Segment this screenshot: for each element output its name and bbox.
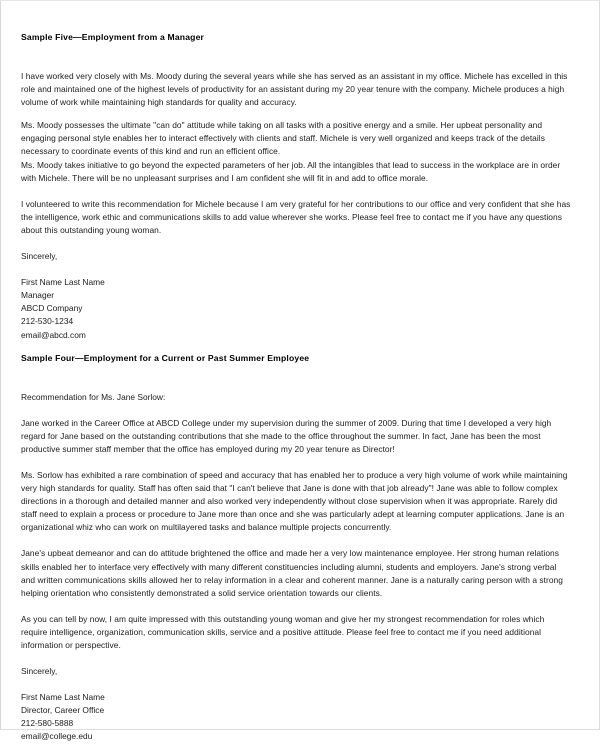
signature-block xyxy=(21,276,571,341)
letter-closing: Sincerely, xyxy=(21,251,58,262)
signature-company: ABCD Company xyxy=(21,303,83,314)
spacer xyxy=(21,534,571,547)
signature-name: First Name Last Name xyxy=(21,277,105,288)
spacer xyxy=(21,365,571,391)
spacer xyxy=(21,44,571,70)
letter-paragraph: Ms. Sorlow has exhibited a rare combination of speed and accuracy that has enabled her to produce a very high volume of work while maintaining very high standards for quality. Staff has often said that "I can't believe that Jane is done with that job already"! Jane was able to follow complex directions in a thorough and detailed manner and also worked very independently without close supervision when it was appropriate. Rarely did staff need to explain a process or procedure to Jane more than once and she was particularly adept at learning computer applications. Jane is an organizational whiz who can work on multilayered tasks and balance multiple projects concurrently. xyxy=(21,469,568,533)
letter-paragraph: I volunteered to write this recommendation for Michele because I am very grateful for her contributions to our office and very confident that she has the intelligence, work ethic and communications skills to add value wherever she works. Please feel free to contact me if you have any questions about this outstanding young woman. xyxy=(21,198,571,235)
letter-paragraph: Jane worked in the Career Office at ABCD College under my supervision during the summer of 2009. During that time I developed a very high regard for Jane based on the outstanding contributions that she made to the office throughout the summer. In fact, Jane has been the most productive summer staff member that the office has employed during my 20 year tenure as Director! xyxy=(21,417,552,454)
signature-phone: 212-580-5888 xyxy=(21,718,74,729)
letter-heading: Sample Five—Employment from a Manager xyxy=(21,32,205,42)
spacer xyxy=(21,263,571,276)
letter-paragraph: Ms. Moody possesses the ultimate "can do" attitude while taking on all tasks with a positive energy and a smile. Her upbeat personality and engaging personal style enables her to interact effectively with clients and staff. Michele is very well organized and keeps track of the details necessary to coordinate events of this kind and run an efficient office. xyxy=(21,120,545,157)
letter-sample-five xyxy=(21,31,571,342)
letter-paragraph: I have worked very closely with Ms. Moody during the several years while she has served as an assistant in my office. Michele has excelled in this role and maintained one of the highest levels of productivity for an assistant during my 20 year tenure with the company. Michele produces a high volume of work while maintaining high standards for quality and accuracy. xyxy=(21,71,568,108)
letter-paragraph: As you can tell by now, I am quite impressed with this outstanding young woman and give her my strongest recommendation for roles which require intelligence, organization, communication skills, service and a positive attitude. Please feel free to contact me if you need additional information or perspective. xyxy=(21,613,545,650)
signature-email: email@abcd.com xyxy=(21,329,86,340)
spacer xyxy=(21,404,571,417)
signature-title: Manager xyxy=(21,290,55,301)
letter-closing: Sincerely, xyxy=(21,666,58,677)
spacer xyxy=(21,652,571,665)
signature-name: First Name Last Name xyxy=(21,692,105,703)
letter-heading: Sample Four—Employment for a Current or Past Summer Employee xyxy=(21,352,310,363)
spacer xyxy=(21,185,571,198)
spacer xyxy=(21,109,571,119)
document-sheet xyxy=(1,1,599,742)
letter-sample-four xyxy=(21,352,571,744)
spacer xyxy=(21,456,571,469)
spacer xyxy=(21,600,571,613)
letter-paragraph: Jane's upbeat demeanor and can do attitude brightened the office and made her a very low maintenance employee. Her strong human relations skills enabled her to interface very effectively with many different constituencies including alumni, students and employers. Jane's strong verbal and written communications skills allowed her to relay information in a clear and coherent manner. Jane is a naturally caring person with a strong helping orientation who consistently demonstrated a solid service orientation towards our clients. xyxy=(21,548,563,598)
signature-block xyxy=(21,691,571,743)
letter-paragraph: Ms. Moody takes initiative to go beyond the expected parameters of her job. All the intangibles that lead to success in the workplace are in order with Michele. There will be no unpleasant surprises and I am confident she will fit in and add to office morale. xyxy=(21,159,561,183)
spacer xyxy=(21,342,571,352)
letter-salutation: Recommendation for Ms. Jane Sorlow: xyxy=(21,391,166,402)
spacer xyxy=(21,678,571,691)
document-body xyxy=(21,31,571,744)
signature-phone: 212-530-1234 xyxy=(21,316,74,327)
signature-title: Director, Career Office xyxy=(21,705,105,716)
signature-email: email@college.edu xyxy=(21,731,93,742)
spacer xyxy=(21,237,571,250)
